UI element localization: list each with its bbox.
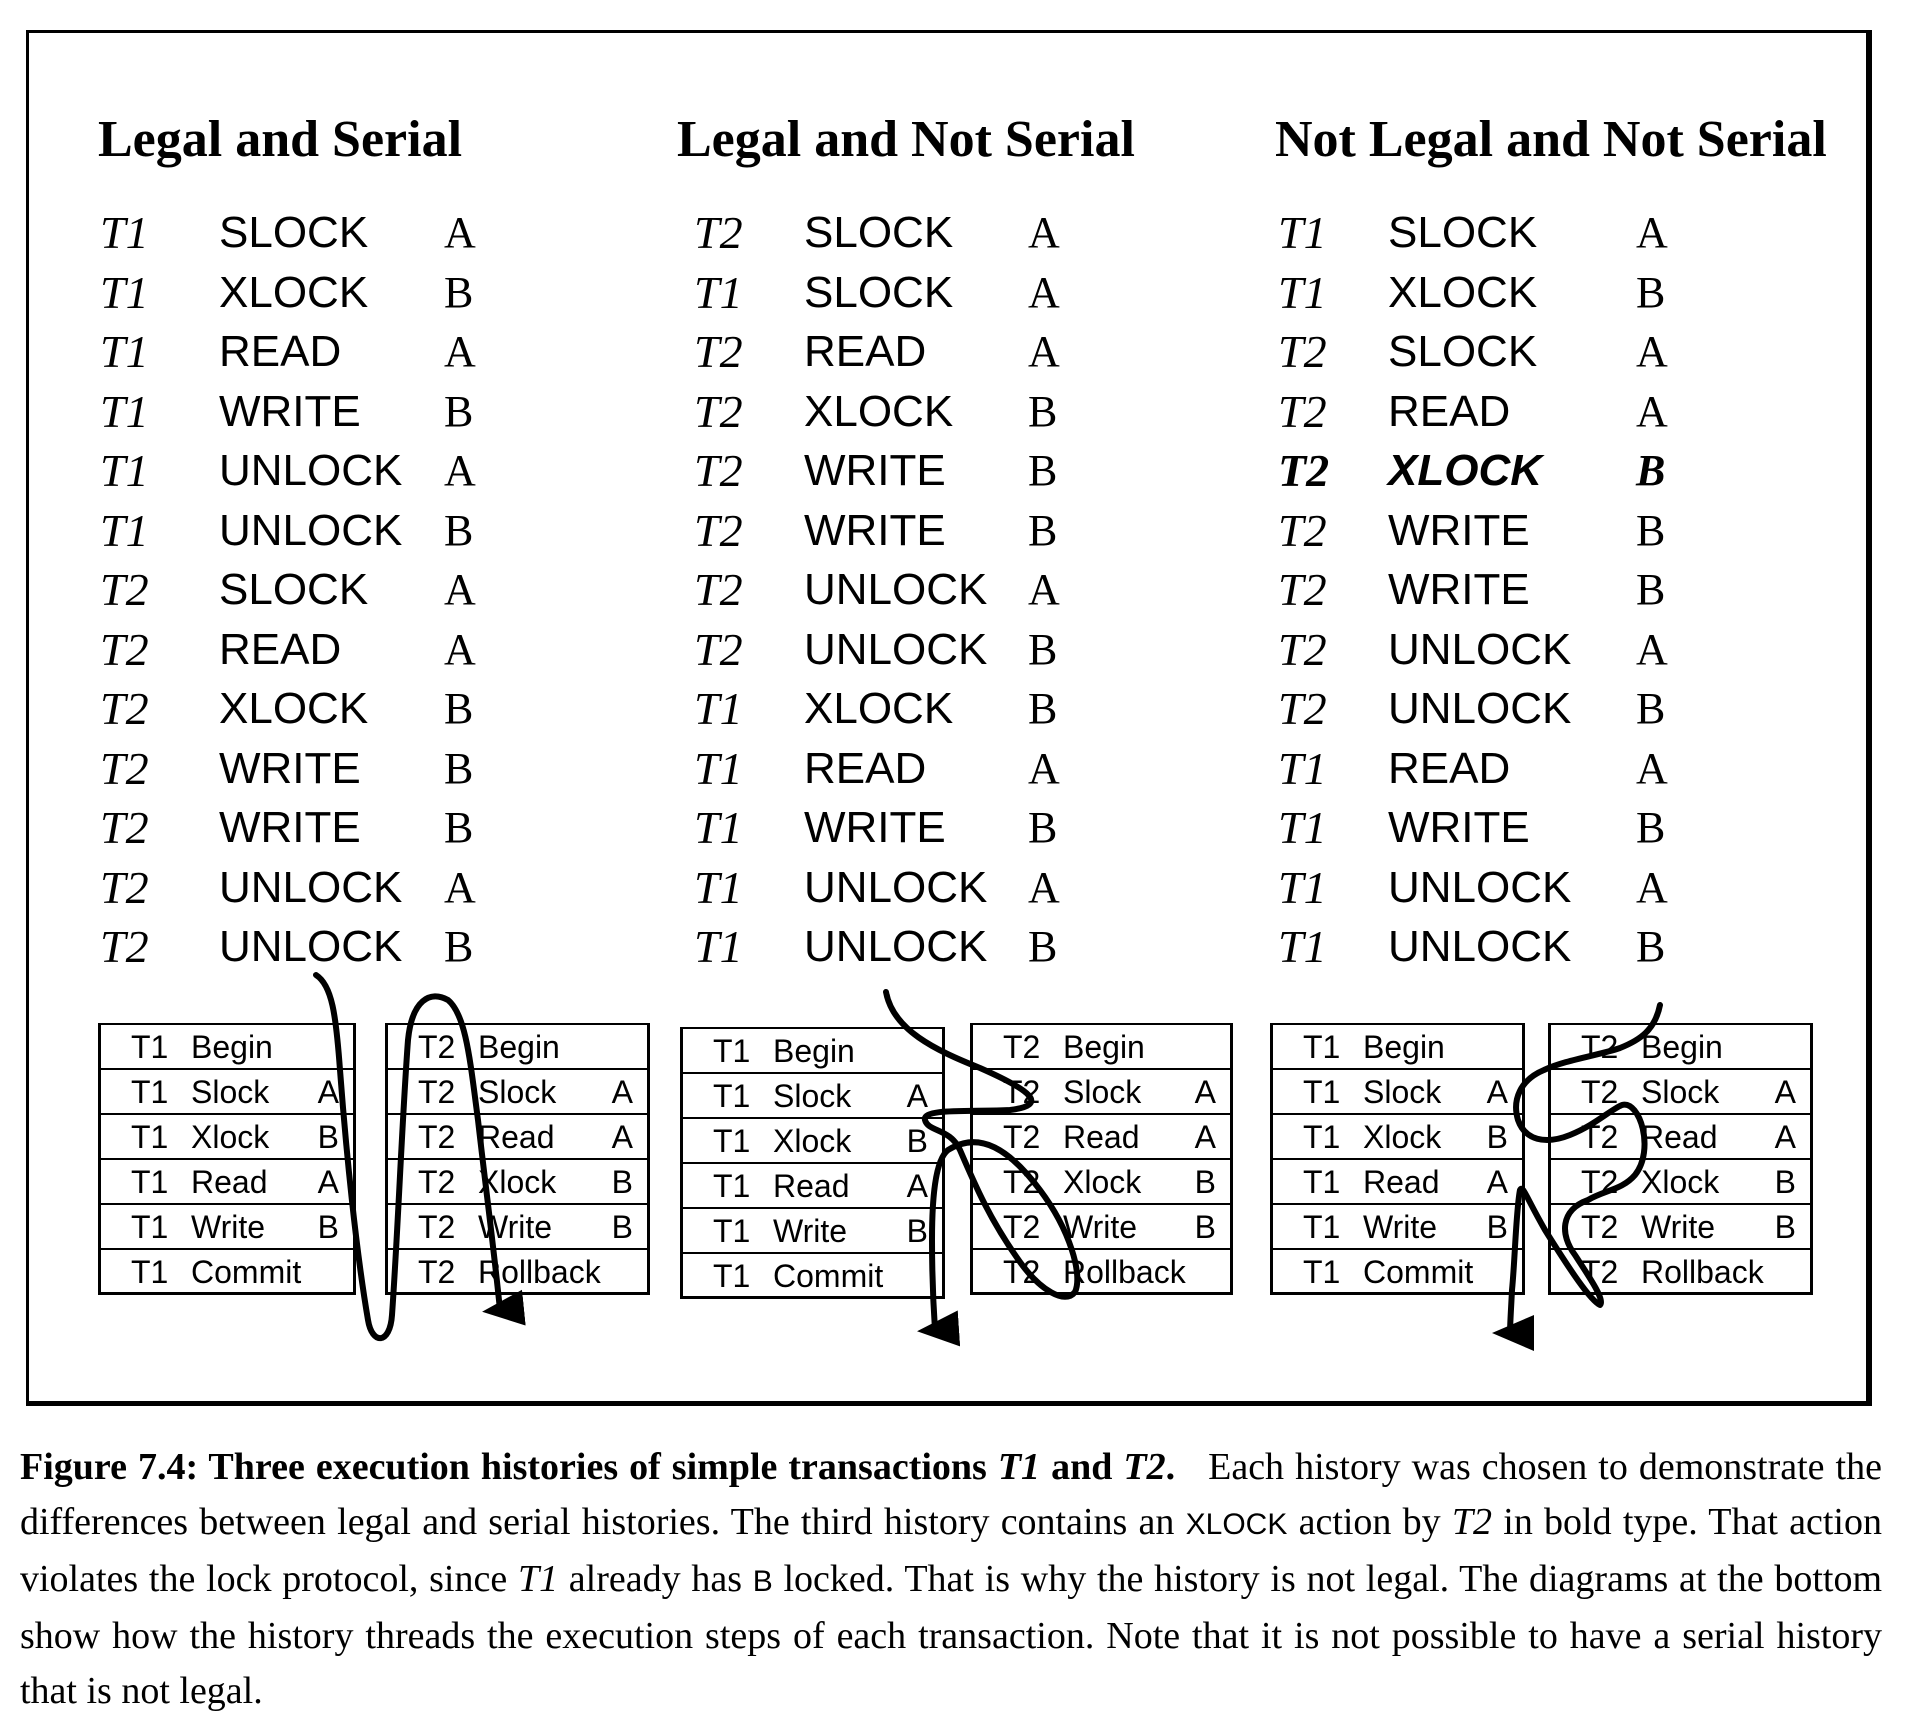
caption-text: already has xyxy=(558,1558,753,1600)
step-action: Read xyxy=(1363,1164,1440,1200)
step-row xyxy=(101,1115,353,1160)
action: UNLOCK xyxy=(804,565,988,614)
caption-text: locked. That is why the history is not legal. The diagrams at the bottom show how the history threads the execution steps of each transaction. Note that it is not possible to have a serial history that is not legal. xyxy=(20,1558,1882,1712)
step-action: Begin xyxy=(191,1029,273,1065)
step-row xyxy=(388,1205,647,1250)
object: B xyxy=(444,922,474,971)
step-transaction: T1 xyxy=(1303,1119,1341,1155)
step-object: B xyxy=(906,1123,928,1159)
step-object: B xyxy=(1194,1164,1216,1200)
transaction-id: T2 xyxy=(694,564,743,615)
object: A xyxy=(444,327,476,376)
history-row xyxy=(0,858,1914,918)
object: B xyxy=(1636,446,1666,495)
step-action: Rollback xyxy=(1641,1254,1764,1290)
object: A xyxy=(1028,208,1060,257)
object: B xyxy=(1636,803,1666,852)
object: B xyxy=(1636,505,1666,555)
step-object: A xyxy=(1486,1074,1508,1110)
transaction-id: T1 xyxy=(100,445,149,496)
object: B xyxy=(1028,624,1058,674)
object: A xyxy=(1028,862,1060,912)
step-action: Slock xyxy=(191,1074,270,1110)
step-transaction: T2 xyxy=(1003,1029,1041,1065)
history-title: Legal and Not Serial xyxy=(677,111,1135,168)
history-row xyxy=(0,620,1914,680)
step-transaction: T1 xyxy=(1303,1029,1341,1065)
step-object: B xyxy=(611,1164,633,1200)
history-row xyxy=(0,382,1914,442)
step-row xyxy=(683,1254,942,1299)
step-row xyxy=(1551,1070,1810,1115)
step-action: Xlock xyxy=(773,1123,852,1159)
history-row xyxy=(0,203,1914,263)
figure-caption xyxy=(20,1440,1882,1719)
object: B xyxy=(444,386,474,436)
action: UNLOCK xyxy=(219,862,403,912)
step-transaction: T2 xyxy=(418,1074,456,1110)
history-row xyxy=(0,679,1914,739)
step-row xyxy=(101,1070,353,1115)
history-row xyxy=(0,322,1914,382)
action: WRITE xyxy=(804,803,946,852)
step-object: A xyxy=(317,1074,339,1110)
t1-steps-box xyxy=(680,1027,945,1299)
caption-text: Each history was chosen to demonstrate the differences between legal and serial histories. The third history contains an xyxy=(20,1446,1882,1543)
caption-label-t2: T2 xyxy=(1123,1446,1166,1488)
step-object: A xyxy=(906,1078,928,1114)
object: A xyxy=(1636,862,1668,912)
history-title: Legal and Serial xyxy=(98,111,463,168)
transaction-id: T1 xyxy=(100,207,149,258)
action: WRITE xyxy=(804,505,946,555)
step-object: B xyxy=(1486,1119,1508,1155)
step-row xyxy=(101,1250,353,1295)
step-row xyxy=(388,1025,647,1070)
transaction-id: T1 xyxy=(1278,266,1327,318)
step-transaction: T2 xyxy=(418,1254,456,1290)
object: A xyxy=(1636,386,1668,436)
object: B xyxy=(1028,684,1058,733)
transaction-id: T1 xyxy=(100,504,149,556)
transaction-id: T2 xyxy=(1278,445,1330,496)
step-object: A xyxy=(1194,1074,1216,1110)
action: WRITE xyxy=(1388,803,1530,852)
action: UNLOCK xyxy=(804,624,988,674)
step-transaction: T2 xyxy=(1003,1209,1041,1245)
history-row xyxy=(0,560,1914,620)
step-object: B xyxy=(1774,1164,1796,1200)
transaction-id: T1 xyxy=(100,266,149,318)
step-transaction: T2 xyxy=(418,1119,456,1155)
step-action: Write xyxy=(1063,1209,1138,1245)
step-action: Commit xyxy=(191,1254,302,1290)
action: READ xyxy=(219,624,342,674)
t2-steps-box xyxy=(970,1023,1233,1295)
history-row xyxy=(0,917,1914,977)
action: SLOCK xyxy=(1388,327,1538,376)
object: B xyxy=(1636,267,1666,317)
object: B xyxy=(1028,386,1058,436)
step-transaction: T2 xyxy=(1581,1254,1619,1290)
step-row xyxy=(683,1164,942,1209)
object: A xyxy=(1028,565,1060,614)
object: B xyxy=(1028,446,1058,495)
transaction-id: T2 xyxy=(694,445,743,496)
step-action: Xlock xyxy=(1641,1164,1720,1200)
step-row xyxy=(973,1025,1230,1070)
step-object: B xyxy=(1194,1209,1216,1245)
history-row xyxy=(0,798,1914,858)
caption-t2: T2 xyxy=(1451,1501,1493,1543)
transaction-id: T2 xyxy=(694,207,743,258)
caption-label-end: . xyxy=(1165,1446,1176,1488)
caption-xlock: XLOCK xyxy=(1185,1508,1288,1541)
step-action: Slock xyxy=(1641,1074,1720,1110)
object: A xyxy=(1636,743,1668,793)
step-object: A xyxy=(1194,1119,1216,1155)
caption-text: in bold type. That action violates the lock protocol, since xyxy=(20,1501,1882,1600)
step-action: Write xyxy=(191,1209,266,1245)
step-action: Xlock xyxy=(191,1119,270,1155)
history-row xyxy=(0,263,1914,323)
transaction-id: T2 xyxy=(100,861,149,913)
step-object: B xyxy=(611,1209,633,1245)
action: READ xyxy=(804,327,927,376)
action: XLOCK xyxy=(219,267,369,317)
transaction-id: T2 xyxy=(1278,504,1327,556)
object: A xyxy=(1636,624,1668,674)
action: UNLOCK xyxy=(1388,684,1572,733)
step-object: A xyxy=(1774,1074,1796,1110)
step-object: A xyxy=(906,1168,928,1204)
action: UNLOCK xyxy=(219,446,403,495)
step-transaction: T1 xyxy=(1303,1164,1341,1200)
transaction-id: T1 xyxy=(694,266,743,318)
step-transaction: T1 xyxy=(713,1123,751,1159)
step-transaction: T2 xyxy=(1003,1119,1041,1155)
transaction-id: T1 xyxy=(1278,742,1327,794)
step-action: Begin xyxy=(1641,1029,1723,1065)
step-transaction: T1 xyxy=(1303,1074,1341,1110)
step-transaction: T2 xyxy=(1581,1119,1619,1155)
step-action: Commit xyxy=(773,1258,884,1294)
step-transaction: T1 xyxy=(713,1258,751,1294)
step-row xyxy=(973,1205,1230,1250)
object: B xyxy=(1028,922,1058,971)
object: B xyxy=(444,743,474,793)
step-object: A xyxy=(1486,1164,1508,1200)
object: B xyxy=(1636,565,1666,614)
step-row xyxy=(388,1115,647,1160)
step-row xyxy=(1551,1160,1810,1205)
history-row xyxy=(0,739,1914,799)
caption-label xyxy=(20,1446,1175,1488)
caption-label-text: Figure 7.4: Three execution histories of simple transactions xyxy=(20,1446,998,1488)
step-transaction: T1 xyxy=(131,1254,169,1290)
action: SLOCK xyxy=(804,267,954,317)
step-transaction: T2 xyxy=(1581,1074,1619,1110)
object: B xyxy=(444,267,474,317)
step-action: Slock xyxy=(1363,1074,1442,1110)
action: SLOCK xyxy=(219,565,369,614)
step-action: Write xyxy=(1363,1209,1438,1245)
step-transaction: T2 xyxy=(1581,1209,1619,1245)
action: XLOCK xyxy=(804,684,954,733)
step-transaction: T1 xyxy=(1303,1209,1341,1245)
step-transaction: T1 xyxy=(131,1209,169,1245)
object: A xyxy=(444,208,476,257)
step-transaction: T1 xyxy=(131,1164,169,1200)
caption-label-t1: T1 xyxy=(997,1446,1041,1488)
step-action: Slock xyxy=(478,1074,557,1110)
object: A xyxy=(1028,743,1060,793)
action: SLOCK xyxy=(804,208,954,257)
action: UNLOCK xyxy=(219,505,403,555)
step-action: Begin xyxy=(773,1033,855,1069)
step-row xyxy=(1551,1025,1810,1070)
step-action: Write xyxy=(478,1209,553,1245)
step-transaction: T1 xyxy=(131,1074,169,1110)
object: B xyxy=(1028,803,1058,852)
object: B xyxy=(1636,684,1666,733)
step-transaction: T1 xyxy=(131,1119,169,1155)
action: UNLOCK xyxy=(804,922,988,971)
step-transaction: T1 xyxy=(713,1168,751,1204)
object: B xyxy=(1028,505,1058,555)
action: XLOCK xyxy=(219,684,369,733)
t1-steps-box xyxy=(1270,1023,1525,1295)
step-action: Write xyxy=(773,1213,848,1249)
step-row xyxy=(1273,1115,1522,1160)
action: XLOCK xyxy=(1388,267,1538,317)
caption-t1: T1 xyxy=(517,1558,559,1600)
step-transaction: T2 xyxy=(1003,1164,1041,1200)
transaction-id: T1 xyxy=(694,921,743,972)
transaction-id: T1 xyxy=(694,861,743,913)
object: A xyxy=(444,565,476,614)
object: A xyxy=(444,862,476,912)
history-row xyxy=(0,501,1914,561)
step-transaction: T2 xyxy=(1581,1164,1619,1200)
step-row xyxy=(683,1029,942,1074)
action: UNLOCK xyxy=(219,922,403,971)
step-transaction: T1 xyxy=(713,1213,751,1249)
t2-steps-box xyxy=(385,1023,650,1295)
step-object: B xyxy=(1486,1209,1508,1245)
step-object: B xyxy=(906,1213,928,1249)
transaction-id: T2 xyxy=(100,623,149,675)
step-row xyxy=(973,1070,1230,1115)
transaction-id: T2 xyxy=(1278,564,1327,615)
step-row xyxy=(101,1160,353,1205)
action: UNLOCK xyxy=(1388,862,1572,912)
step-action: Slock xyxy=(1063,1074,1142,1110)
action: XLOCK xyxy=(804,386,954,436)
step-row xyxy=(1551,1115,1810,1160)
object: A xyxy=(1028,267,1060,317)
step-action: Read xyxy=(478,1119,555,1155)
action: SLOCK xyxy=(1388,208,1538,257)
step-action: Read xyxy=(773,1168,850,1204)
step-object: A xyxy=(1774,1119,1796,1155)
step-row xyxy=(973,1250,1230,1295)
step-action: Slock xyxy=(773,1078,852,1114)
transaction-id: T1 xyxy=(1278,207,1327,258)
transaction-id: T2 xyxy=(694,385,743,437)
transaction-id: T1 xyxy=(694,802,743,853)
step-transaction: T1 xyxy=(713,1078,751,1114)
transaction-id: T2 xyxy=(1278,326,1327,377)
object: A xyxy=(1636,327,1668,376)
step-transaction: T2 xyxy=(418,1209,456,1245)
history-title: Not Legal and Not Serial xyxy=(1275,111,1827,168)
transaction-id: T2 xyxy=(1278,385,1327,437)
action: UNLOCK xyxy=(1388,922,1572,971)
transaction-id: T2 xyxy=(100,802,149,853)
object: B xyxy=(444,803,474,852)
step-action: Rollback xyxy=(478,1254,601,1290)
action: SLOCK xyxy=(219,208,369,257)
step-transaction: T1 xyxy=(1303,1254,1341,1290)
action: WRITE xyxy=(219,743,361,793)
action: UNLOCK xyxy=(1388,624,1572,674)
transaction-id: T2 xyxy=(694,623,743,675)
step-row xyxy=(1273,1025,1522,1070)
object: A xyxy=(1636,208,1668,257)
transaction-id: T2 xyxy=(694,326,743,377)
action: READ xyxy=(804,743,927,793)
step-transaction: T2 xyxy=(1003,1254,1041,1290)
caption-label-and: and xyxy=(1040,1446,1124,1488)
step-transaction: T2 xyxy=(418,1029,456,1065)
step-transaction: T1 xyxy=(131,1029,169,1065)
step-row xyxy=(1273,1070,1522,1115)
step-row xyxy=(973,1115,1230,1160)
transaction-id: T2 xyxy=(100,742,149,794)
step-action: Rollback xyxy=(1063,1254,1186,1290)
step-row xyxy=(388,1160,647,1205)
action: READ xyxy=(1388,386,1511,436)
step-action: Begin xyxy=(478,1029,560,1065)
caption-text: action by xyxy=(1287,1501,1452,1543)
action: UNLOCK xyxy=(804,862,988,912)
step-row xyxy=(1273,1205,1522,1250)
action: WRITE xyxy=(1388,505,1530,555)
step-row xyxy=(101,1025,353,1070)
step-action: Begin xyxy=(1363,1029,1445,1065)
object: B xyxy=(444,505,474,555)
object: A xyxy=(444,624,476,674)
step-transaction: T1 xyxy=(713,1033,751,1069)
step-row xyxy=(1273,1160,1522,1205)
step-transaction: T2 xyxy=(418,1164,456,1200)
transaction-id: T1 xyxy=(694,683,743,734)
transaction-id: T2 xyxy=(100,921,149,972)
object: A xyxy=(444,446,476,495)
step-action: Xlock xyxy=(1063,1164,1142,1200)
step-action: Xlock xyxy=(478,1164,557,1200)
action: WRITE xyxy=(1388,565,1530,614)
step-action: Read xyxy=(1063,1119,1140,1155)
caption-b: B xyxy=(752,1565,773,1598)
step-row xyxy=(388,1070,647,1115)
step-action: Xlock xyxy=(1363,1119,1442,1155)
transaction-id: T1 xyxy=(1278,802,1327,853)
step-transaction: T2 xyxy=(1581,1029,1619,1065)
step-object: A xyxy=(611,1074,633,1110)
step-action: Read xyxy=(1641,1119,1718,1155)
step-object: B xyxy=(1774,1209,1796,1245)
t2-steps-box xyxy=(1548,1023,1813,1295)
step-row xyxy=(973,1160,1230,1205)
step-object: A xyxy=(317,1164,339,1200)
step-action: Read xyxy=(191,1164,268,1200)
step-row xyxy=(683,1209,942,1254)
transaction-id: T1 xyxy=(1278,921,1327,972)
action: READ xyxy=(1388,743,1511,793)
history-row xyxy=(0,441,1914,501)
action: WRITE xyxy=(219,386,361,436)
transaction-id: T1 xyxy=(100,326,149,377)
step-object: B xyxy=(317,1209,339,1245)
step-row xyxy=(1551,1250,1810,1295)
transaction-id: T2 xyxy=(100,564,149,615)
action: READ xyxy=(219,327,342,376)
step-action: Begin xyxy=(1063,1029,1145,1065)
step-object: A xyxy=(611,1119,633,1155)
step-action: Commit xyxy=(1363,1254,1474,1290)
transaction-id: T2 xyxy=(1278,623,1327,675)
step-row xyxy=(1551,1205,1810,1250)
step-object: B xyxy=(317,1119,339,1155)
object: A xyxy=(1028,327,1060,376)
step-row xyxy=(101,1205,353,1250)
transaction-id: T2 xyxy=(100,683,149,734)
step-row xyxy=(683,1119,942,1164)
transaction-id: T1 xyxy=(100,385,149,437)
transaction-id: T1 xyxy=(694,742,743,794)
transaction-id: T2 xyxy=(694,504,743,556)
transaction-id: T2 xyxy=(1278,683,1327,734)
object: B xyxy=(444,684,474,733)
action: WRITE xyxy=(219,803,361,852)
step-row xyxy=(683,1074,942,1119)
action: WRITE xyxy=(804,446,946,495)
transaction-id: T1 xyxy=(1278,861,1327,913)
step-row xyxy=(388,1250,647,1295)
step-transaction: T2 xyxy=(1003,1074,1041,1110)
object: B xyxy=(1636,922,1666,971)
step-action: Write xyxy=(1641,1209,1716,1245)
action: XLOCK xyxy=(1388,446,1542,495)
t1-steps-box xyxy=(98,1023,356,1295)
step-row xyxy=(1273,1250,1522,1295)
